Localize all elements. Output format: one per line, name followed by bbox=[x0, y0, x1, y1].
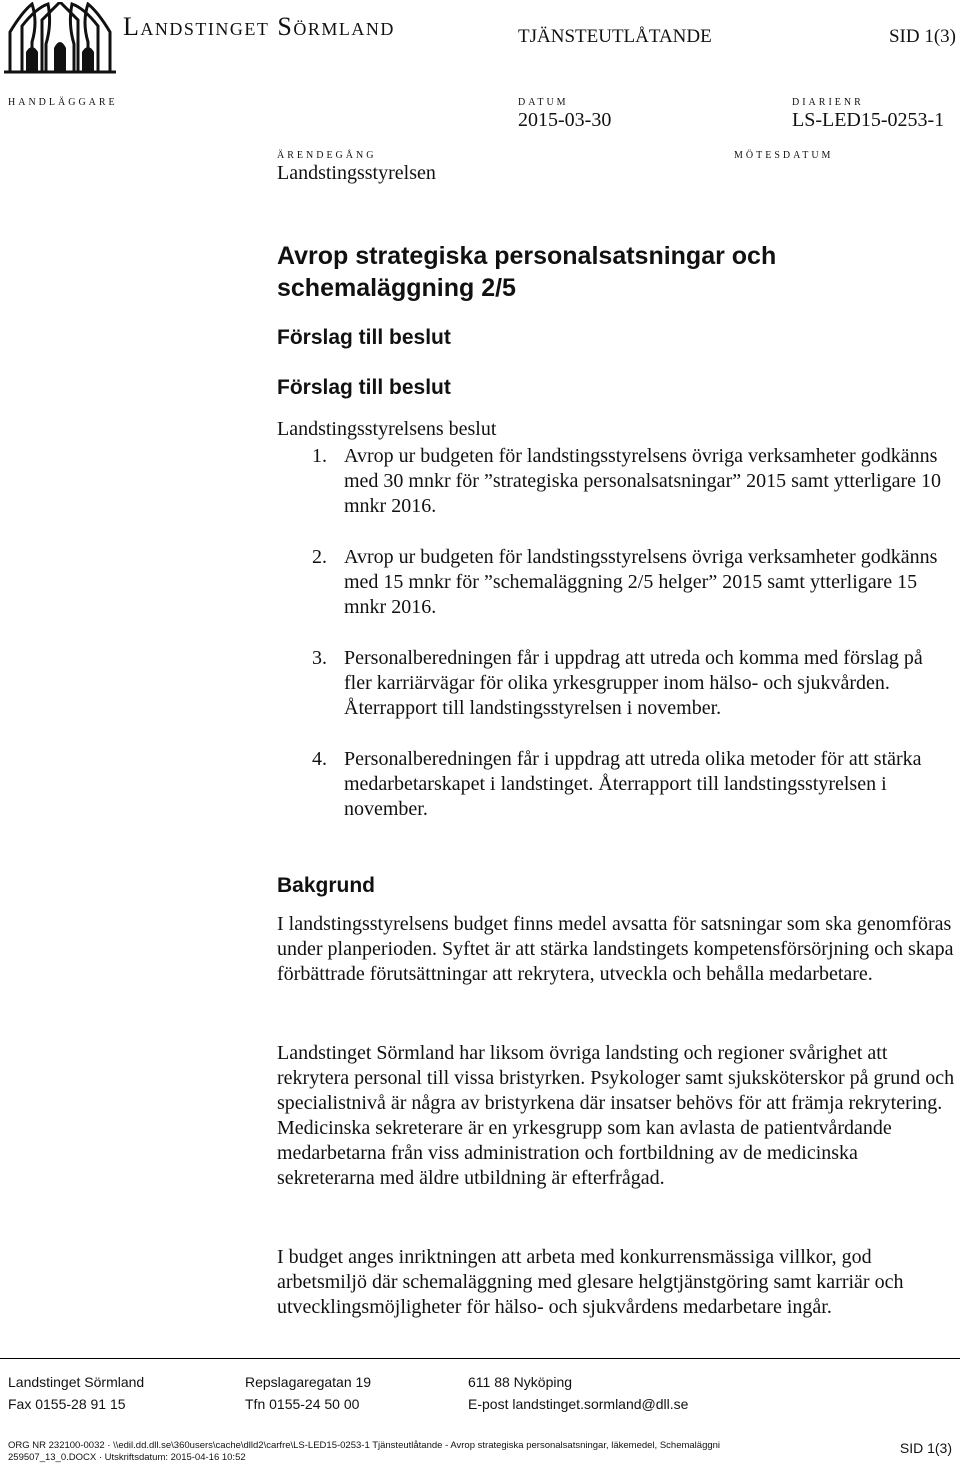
document-type: TJÄNSTEUTLÅTANDE bbox=[518, 26, 712, 47]
background-paragraph: I budget anges inriktningen att arbeta med konkurrensmässiga villkor, god arbetsmiljö där schemaläggning med glesare helgtjänstgöring samt karriär och utvecklingsmöjligheter för hälso- och sjukvårdens medarbetare ingår. bbox=[277, 1246, 904, 1318]
organization-name: Landstinget Sörmland bbox=[123, 12, 395, 41]
footer-phone: Tfn 0155-24 50 00 bbox=[245, 1396, 360, 1412]
datum-value: 2015-03-30 bbox=[518, 109, 612, 131]
footer-divider bbox=[0, 1358, 960, 1359]
decision-item bbox=[312, 545, 952, 620]
heading-forslag-till-beslut: Förslag till beslut bbox=[277, 326, 451, 349]
decision-intro: Landstingsstyrelsens beslut bbox=[277, 418, 497, 440]
decision-item bbox=[312, 646, 952, 721]
background-paragraph: Landstinget Sörmland har liksom övriga landsting och regioner svårighet att rekrytera personal till vissa bristyrken. Psykologer samt sjuksköterskor på grund och specialistnivå är några av bristyrkena där insatser behövs för att främja rekrytering. Medicinska sekreterare är en yrkesgrupp som kan avlasta de patientvårdande medarbetarna från viss administration och fortbildning av de medicinska sekreterarna med äldre utbildning är efterfrågad. bbox=[277, 1042, 955, 1189]
decision-item bbox=[312, 747, 952, 822]
footer-org: Landstinget Sörmland bbox=[8, 1374, 145, 1390]
tulip-logo-icon bbox=[2, 2, 118, 74]
footer-email: E-post landstinget.sormland@dll.se bbox=[468, 1396, 689, 1412]
diarienr-value: LS-LED15-0253-1 bbox=[792, 109, 945, 131]
decision-text: Avrop ur budgeten för landstingsstyrelsens övriga verksamheter godkänns med 15 mnkr för ”schemaläggning 2/5 helger” 2015 samt ytterligare 15 mnkr 2016. bbox=[344, 546, 938, 618]
decision-item bbox=[312, 444, 952, 519]
footer-postal: 611 88 Nyköping bbox=[468, 1374, 573, 1390]
decision-text: Personalberedningen får i uppdrag att utreda och komma med förslag på fler karriärvägar för olika yrkesgrupper inom hälso- och sjukvården. Återrapport till landstingsstyrelsen i november. bbox=[344, 647, 923, 719]
footer-address: Repslagaregatan 19 bbox=[245, 1374, 372, 1390]
footer-fax: Fax 0155-28 91 15 bbox=[8, 1396, 126, 1412]
handlaggare-label: HANDLÄGGARE bbox=[8, 97, 118, 108]
heading-bakgrund: Bakgrund bbox=[277, 874, 376, 897]
decision-number: 3. bbox=[312, 647, 327, 669]
arendegang-value: Landstingsstyrelsen bbox=[277, 162, 436, 184]
datum-label: DATUM bbox=[518, 97, 569, 108]
footer-print-date: 259507_13_0.DOCX · Utskriftsdatum: 2015-04-16 10:52 bbox=[8, 1452, 246, 1463]
decision-list bbox=[312, 444, 952, 848]
page-number: SID 1(3) bbox=[888, 26, 956, 47]
footer-reference-line: ORG NR 232100-0032 · \\edil.dd.dll.se\360users\cache\dlld2\carfre\LS-LED15-0253-1 Tjänsteutlåtande - Avrop strategiska personalsatsningar, läkemedel, Schemaläggni bbox=[8, 1440, 721, 1451]
decision-number: 2. bbox=[312, 546, 327, 568]
background-paragraph: I landstingsstyrelsens budget finns medel avsatta för satsningar som ska genomföras under planperioden. Syftet är att stärka landstingets kompetensförsörjning och skapa förbättrade förutsättningar att rekrytera, utveckla och behålla medarbetare. bbox=[277, 913, 954, 985]
arendegang-label: ÄRENDEGÅNG bbox=[277, 150, 377, 161]
decision-number: 1. bbox=[312, 445, 327, 467]
decision-text: Avrop ur budgeten för landstingsstyrelsens övriga verksamheter godkänns med 30 mnkr för ”strategiska personalsatsningar” 2015 samt ytterligare 10 mnkr 2016. bbox=[344, 445, 942, 517]
diarienr-label: DIARIENR bbox=[792, 97, 864, 108]
motesdatum-label: MÖTESDATUM bbox=[734, 150, 834, 161]
footer-page-number: SID 1(3) bbox=[899, 1440, 952, 1456]
document-title: Avrop strategiska personalsatsningar och schemaläggning 2/5 bbox=[277, 242, 777, 302]
heading-forslag-till-beslut-2: Förslag till beslut bbox=[277, 376, 451, 399]
decision-text: Personalberedningen får i uppdrag att utreda olika metoder för att stärka medarbetarskapet i landstinget. Återrapport till landstingsstyrelsen i november. bbox=[344, 748, 922, 820]
decision-number: 4. bbox=[312, 748, 327, 770]
